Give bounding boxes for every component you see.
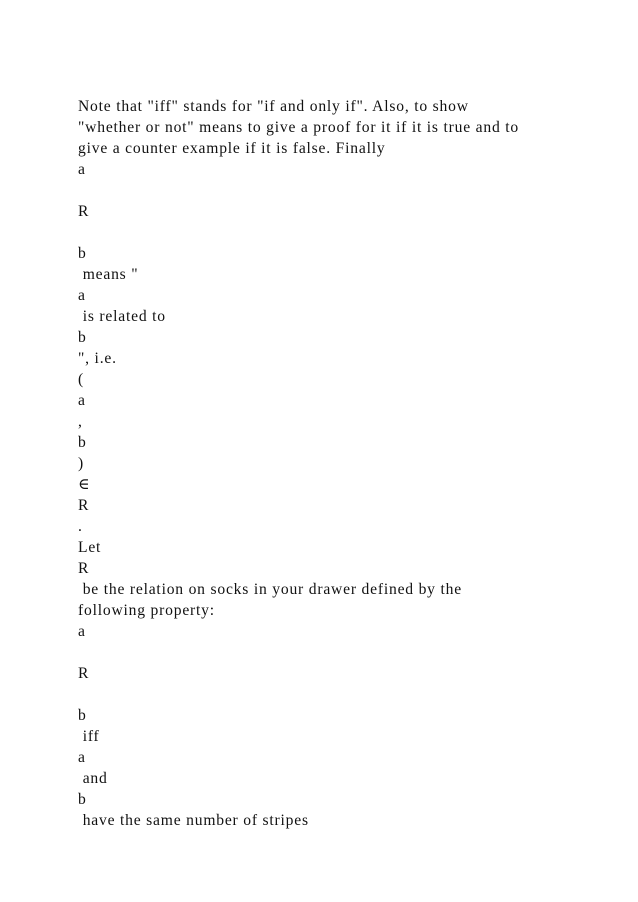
text-line-12: ( (78, 371, 84, 388)
text-line-18: R (78, 497, 90, 514)
text-line-3: give a counter example if it is false. Finally (78, 140, 386, 157)
text-line-19: . (78, 518, 83, 535)
text-line-5: R (78, 203, 90, 220)
text-line-26: b (78, 707, 87, 724)
text-line-14: , (78, 413, 83, 430)
text-line-28: a (78, 749, 86, 766)
text-line-11: ", i.e. (78, 350, 117, 367)
text-line-29: and (78, 770, 108, 787)
text-line-9: is related to (78, 308, 166, 325)
text-line-23: following property: (78, 602, 215, 619)
text-line-17: ∈ (78, 476, 91, 493)
text-line-10: b (78, 329, 87, 346)
text-line-4: a (78, 161, 86, 178)
text-line-16: ) (78, 455, 84, 472)
text-line-13: a (78, 392, 86, 409)
text-line-20: Let (78, 539, 102, 556)
text-line-22: be the relation on socks in your drawer defined by the (78, 581, 462, 598)
text-line-6: b (78, 245, 87, 262)
text-line-8: a (78, 287, 86, 304)
text-line-31: have the same number of stripes (78, 812, 309, 829)
text-line-7: means " (78, 266, 139, 283)
text-line-24: a (78, 623, 86, 640)
text-line-2: "whether or not" means to give a proof for it if it is true and to (78, 119, 519, 136)
text-line-30: b (78, 791, 87, 808)
text-line-27: iff (78, 728, 100, 745)
text-line-21: R (78, 560, 90, 577)
text-line-25: R (78, 665, 90, 682)
text-line-1: Note that "iff" stands for "if and only if". Also, to show (78, 98, 469, 115)
text-line-15: b (78, 434, 87, 451)
